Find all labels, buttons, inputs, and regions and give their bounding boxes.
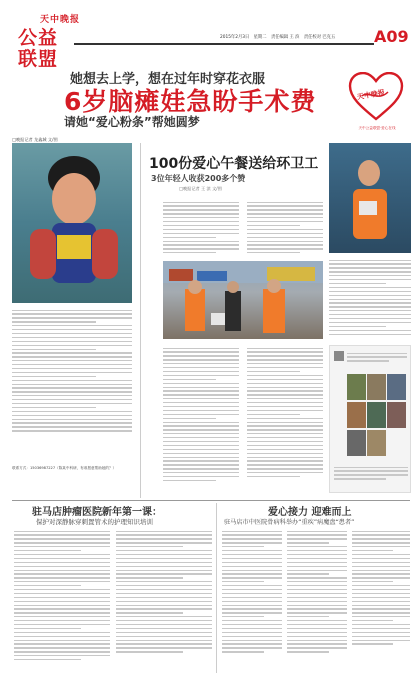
story3-subhead: 保护对深静脉穿刺置管术的护理知识培训	[36, 518, 153, 526]
lead-kicker: 她想去上学，想在过年时穿花衣服	[70, 72, 266, 87]
lead-body-text	[12, 307, 132, 467]
story2-text-col4	[163, 345, 239, 493]
bottom-divider	[12, 500, 410, 501]
story2-text-col5	[247, 345, 323, 493]
post-comments	[334, 464, 408, 492]
story2-photo-street	[163, 261, 323, 339]
story2-subhead: 3位年轻人收获200多个赞	[151, 174, 246, 183]
story2-text-col1	[163, 199, 239, 255]
story2-box	[140, 143, 410, 498]
story4-text-col1	[222, 528, 282, 668]
avatar	[334, 351, 344, 361]
header-weekday: 星期二	[253, 35, 267, 40]
lead-phone-note: 联系方式：15036987227（陈某中科研，有谁愿意帮助她的？）	[12, 466, 117, 470]
post-text	[347, 350, 407, 370]
post-image-grid	[347, 374, 407, 460]
header-date: 2015年2月3日	[220, 35, 250, 40]
story4-subhead: 驻马店市中医院骨病科举办“重疾”病魔盘“患者”	[224, 519, 355, 526]
section-title: 公益联盟	[18, 27, 59, 70]
story2-headline: 100份爱心午餐送给环卫工	[149, 156, 319, 172]
lead-photo-boy	[12, 143, 132, 303]
logo-subtext: 天中公益联盟·爱心在线	[358, 126, 396, 130]
header-proof: 责任校对 巴克五	[303, 35, 336, 40]
story2-text-col2	[247, 199, 323, 255]
logo-text: 天中晚报	[356, 88, 386, 102]
social-post-screenshot	[329, 345, 411, 493]
story3-headline: 驻马店肿瘤医院新年第一课：	[32, 507, 162, 518]
header-date-line	[220, 34, 335, 40]
lead-subhead: 请她“爱心粉条”帮她圆梦	[64, 115, 200, 129]
story4-text-col2	[287, 528, 347, 668]
brand-name: 天中晚报	[40, 15, 81, 25]
story2-byline: □晚报记者 王 滨 文/图	[179, 186, 222, 191]
story2-photo-right	[329, 143, 411, 253]
story3-text-col2	[116, 528, 212, 668]
header-rule	[74, 43, 374, 45]
lead-headline: 6岁脑瘫娃急盼手术费	[64, 87, 317, 116]
header-editor: 责任编辑 王 滨	[270, 35, 300, 40]
story4-text-col3	[352, 528, 410, 668]
story4-headline: 爱心接力 迎难而上	[268, 507, 352, 518]
story2-text-col3	[329, 257, 411, 339]
story3-text-col1	[14, 528, 110, 668]
heart-logo	[340, 72, 412, 142]
photo-credit: □晚报记者 龙鑫城 文/图	[12, 137, 58, 142]
page-number: A09	[374, 27, 409, 46]
column-divider	[216, 503, 217, 673]
